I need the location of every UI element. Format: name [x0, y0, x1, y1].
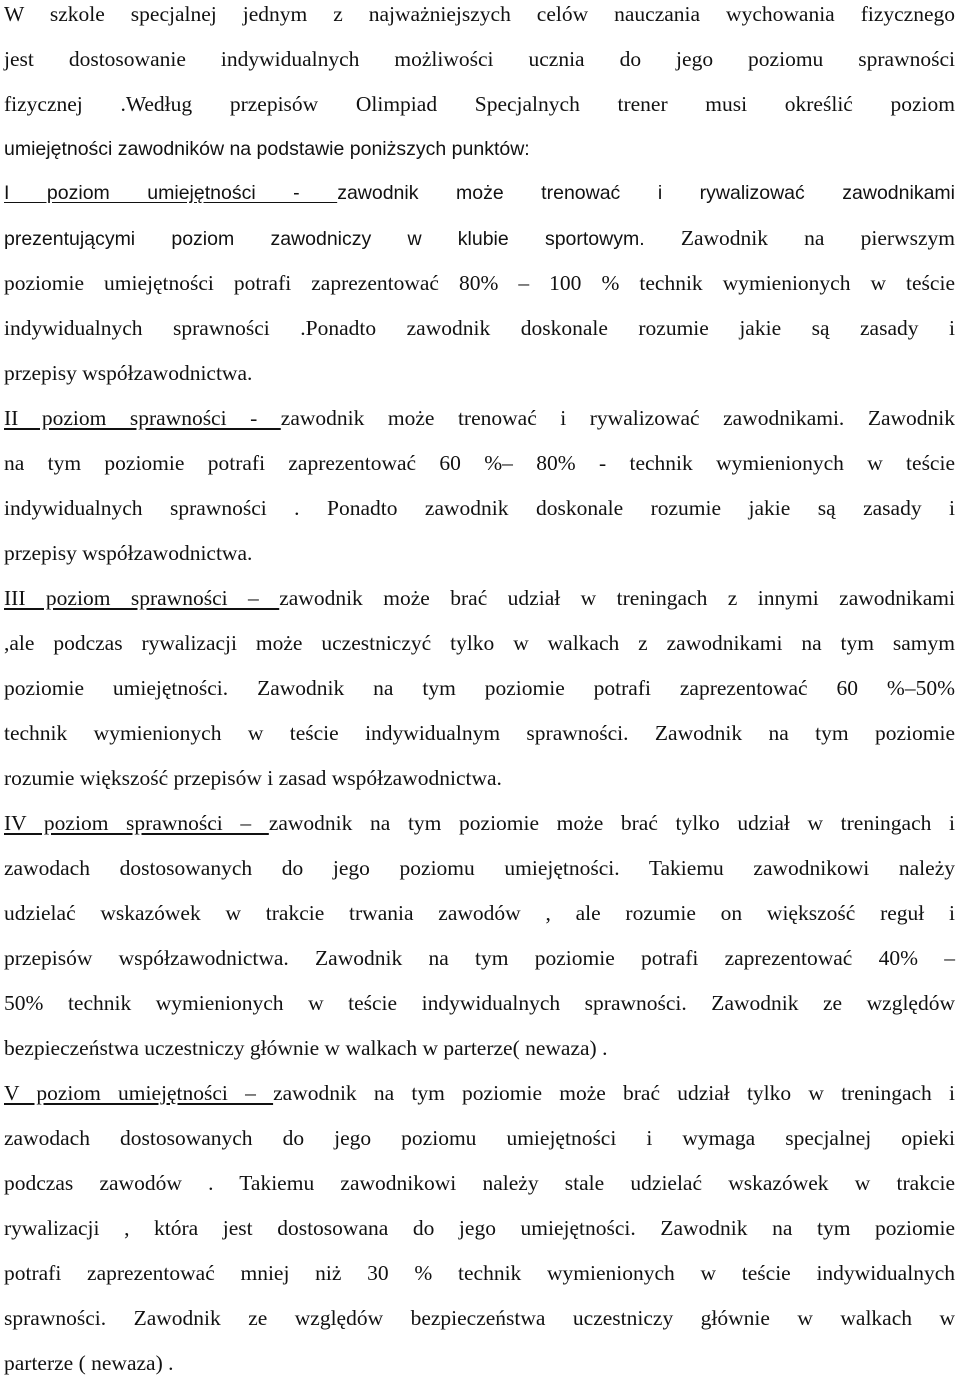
level3-line-4: technik wymienionych w teście indywidualnym sprawności. Zawodnik na tym poziomie — [4, 721, 955, 745]
level1-line-2-sans: prezentującymi poziom zawodniczy w klubie sportowym. — [4, 228, 645, 250]
level4-heading: IV poziom sprawności – — [4, 811, 269, 835]
level5-line-7: parterze ( newaza) . — [4, 1351, 174, 1375]
level5-line-6: sprawności. Zawodnik ze względów bezpieczeństwa uczestniczy głównie w walkach w — [4, 1306, 955, 1330]
level3-line-5: rozumie większość przepisów i zasad współzawodnictwa. — [4, 766, 502, 790]
level4-first-line-rest: zawodnik na tym poziomie może brać tylko udział w treningach i — [268, 811, 955, 835]
level1-line-4: indywidualnych sprawności .Ponadto zawodnik doskonale rozumie jakie są zasady i — [4, 316, 955, 340]
level5-line-2: zawodach dostosowanych do jego poziomu umiejętności i wymaga specjalnej opieki — [4, 1126, 955, 1150]
intro-line-4: umiejętności zawodników na podstawie poniższych punktów: — [4, 138, 530, 160]
level1-line-5: przepisy współzawodnictwa. — [4, 361, 253, 385]
level4-line-3: udzielać wskazówek w trakcie trwania zawodów , ale rozumie on większość reguł i — [4, 901, 955, 925]
level1-line-2 — [4, 221, 955, 255]
level1-first-line — [4, 176, 955, 210]
level2-heading: II poziom sprawności - — [4, 406, 281, 430]
level5-line-3: podczas zawodów . Takiemu zawodnikowi należy stale udzielać wskazówek w trakcie — [4, 1171, 955, 1195]
level4-line-2: zawodach dostosowanych do jego poziomu umiejętności. Takiemu zawodnikowi należy — [4, 856, 955, 880]
level1-first-line-rest: zawodnik może trenować i rywalizować zawodnikami — [337, 182, 955, 204]
level2-line-4: przepisy współzawodnictwa. — [4, 541, 253, 565]
level4-line-6: bezpieczeństwa uczestniczy głównie w walkach w parterze( newaza) . — [4, 1036, 608, 1060]
intro-line-1: W szkole specjalnej jednym z najważniejszych celów nauczania wychowania fizycznego — [4, 2, 955, 26]
level2-first-line — [4, 401, 955, 435]
level3-first-line — [4, 581, 955, 615]
level3-line-2: ,ale podczas rywalizacji może uczestniczyć tylko w walkach z zawodnikami na tym samym — [4, 631, 955, 655]
level5-first-line-rest: zawodnik na tym poziomie może brać udział tylko w treningach i — [273, 1081, 955, 1105]
level4-first-line — [4, 806, 955, 840]
level5-line-5: potrafi zaprezentować mniej niż 30 % technik wymienionych w teście indywidualnych — [4, 1261, 955, 1285]
intro-line-3: fizycznej .Według przepisów Olimpiad Specjalnych trener musi określić poziom — [4, 92, 955, 116]
level3-heading: III poziom sprawności – — [4, 586, 280, 610]
level3-line-3: poziomie umiejętności. Zawodnik na tym poziomie potrafi zaprezentować 60 %–50% — [4, 676, 955, 700]
level3-first-line-rest: zawodnik może brać udział w treningach z innymi zawodnikami — [279, 586, 955, 610]
level2-first-line-rest: zawodnik może trenować i rywalizować zawodnikami. Zawodnik — [280, 406, 955, 430]
level1-line-3: poziomie umiejętności potrafi zaprezentować 80% – 100 % technik wymienionych w teście — [4, 271, 955, 295]
level5-line-4: rywalizacji , która jest dostosowana do jego umiejętności. Zawodnik na tym poziomie — [4, 1216, 955, 1240]
level4-line-5: 50% technik wymienionych w teście indywidualnych sprawności. Zawodnik ze względów — [4, 991, 955, 1015]
intro-line-2: jest dostosowanie indywidualnych możliwości ucznia do jego poziomu sprawności — [4, 47, 955, 71]
level4-line-4: przepisów współzawodnictwa. Zawodnik na tym poziomie potrafi zaprezentować 40% – — [4, 946, 955, 970]
level1-line-2-serif: Zawodnik na pierwszym — [644, 226, 955, 250]
level1-heading: I poziom umiejętności - — [4, 182, 338, 204]
level2-line-2: na tym poziomie potrafi zaprezentować 60 %– 80% - technik wymienionych w teście — [4, 451, 955, 475]
level5-first-line — [4, 1076, 955, 1110]
level5-heading: V poziom umiejętności – — [4, 1081, 274, 1105]
level2-line-3: indywidualnych sprawności . Ponadto zawodnik doskonale rozumie jakie są zasady i — [4, 496, 955, 520]
